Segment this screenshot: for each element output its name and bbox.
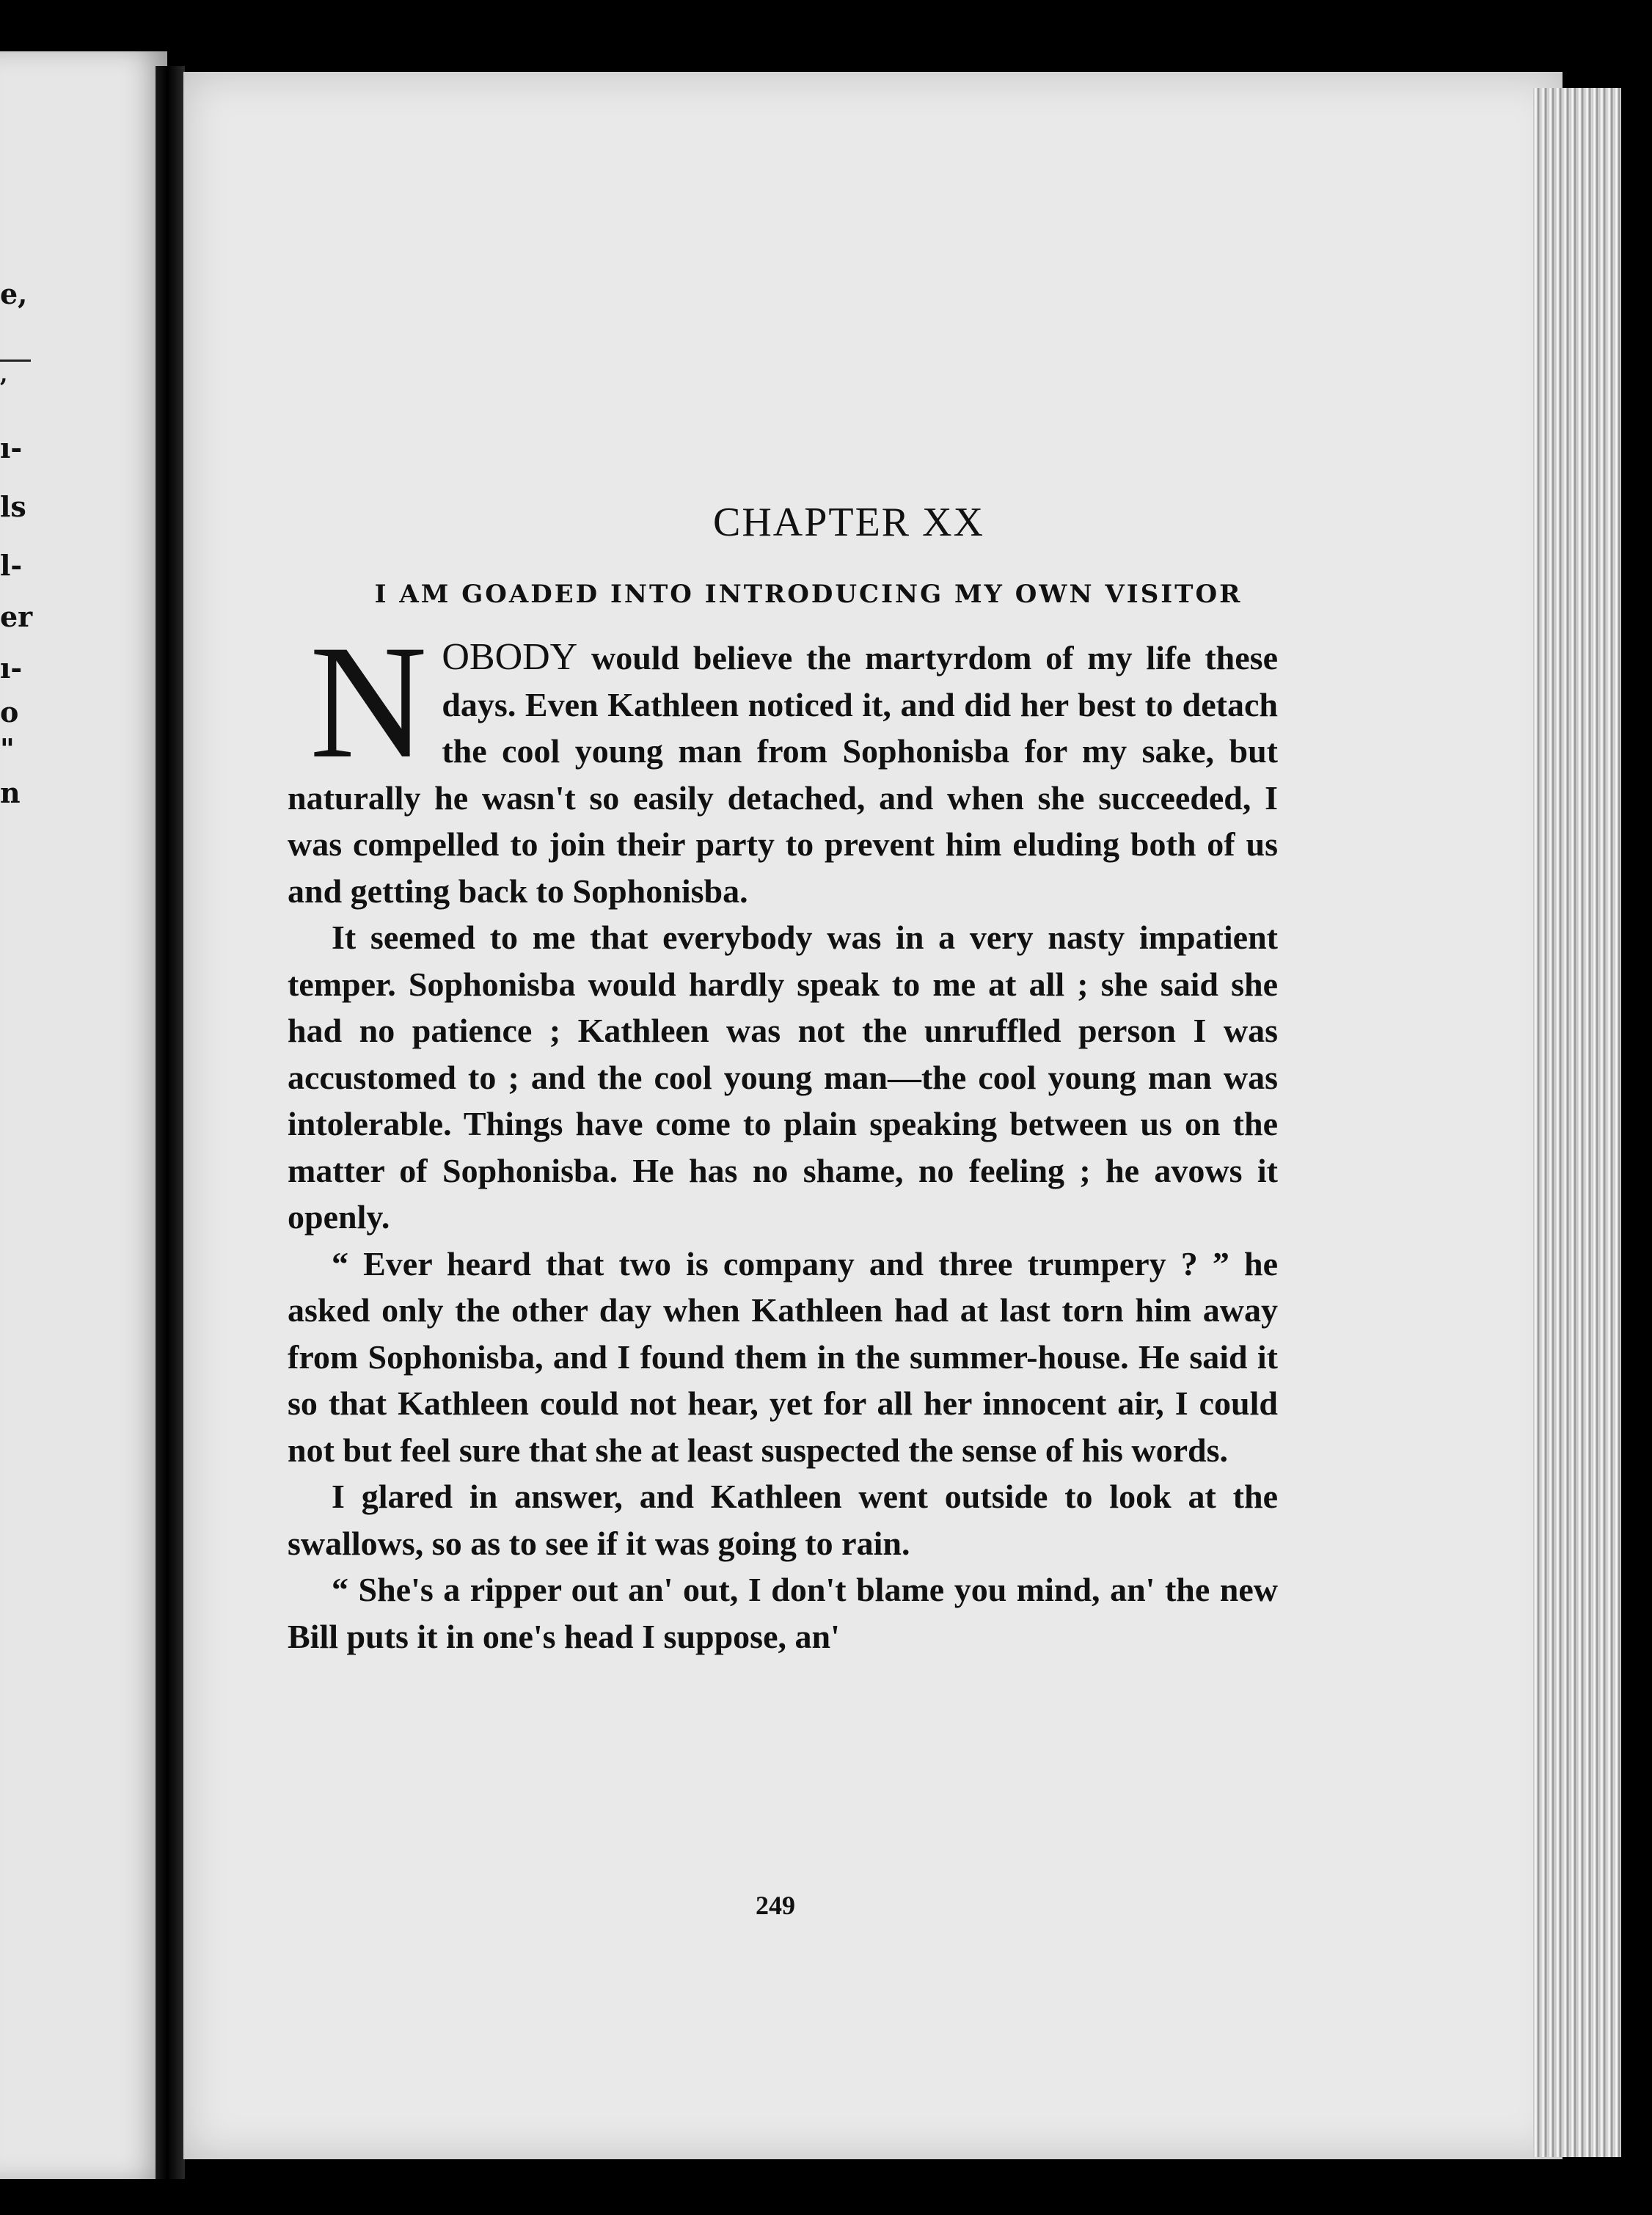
fragment: er <box>0 600 33 633</box>
chapter-subtitle: I AM GOADED INTO INTRODUCING MY OWN VISITOR <box>374 580 1243 609</box>
fragment: ı- <box>0 431 23 464</box>
fragment: " <box>0 732 15 765</box>
previous-page-rule <box>0 360 31 362</box>
paragraph: “ Ever heard that two is company and three trumpery ? ” he asked only the other day when Kathleen had at last torn him away from Sophonisba, and I found them in the summer-house. He said it so that Kathleen could not hear, yet for all her innocent air, I could not but feel sure that she at least suspected the sense of his words. <box>288 1244 1278 1469</box>
page-number: 249 <box>756 1891 795 1920</box>
fragment: ı- <box>0 652 23 685</box>
drop-cap: N <box>310 612 428 792</box>
paragraph: “ She's a ripper out an' out, I don't blame you mind, an' the new Bill puts it in one's head I suppose, an' <box>288 1571 1278 1655</box>
paragraph <box>288 612 1278 914</box>
fragment: n <box>0 776 21 809</box>
paragraph-text: would believe the martyrdom of my life these days. Even Kathleen noticed it, and did her best to detach the cool young man from Sophonisba for my sake, but naturally he wasn't so easily detached, and when she succeeded, I was compelled to join their party to prevent him eluding both of us and getting back to Sophonisba. <box>288 639 1278 910</box>
fragment: , <box>0 362 8 387</box>
fragment: l- <box>0 549 23 582</box>
chapter-title: CHAPTER XX <box>712 500 985 545</box>
first-word: OBODY <box>442 636 578 678</box>
fragment: ls <box>0 490 26 523</box>
book-gutter <box>156 66 185 2179</box>
paragraph: It seemed to me that everybody was in a very nasty impatient temper. Sophonisba would hardly speak to me at all ; she said she had no patience ; Kathleen was not the unruffled person I was accustomed to ; and the cool young man—the cool young man was intolerable. Things have come to plain speaking between us on the matter of Sophonisba. He has no shame, no feeling ; he avows it openly. <box>288 919 1278 1236</box>
fragment: e, <box>0 277 28 310</box>
previous-page <box>0 51 167 2179</box>
paragraph: I glared in answer, and Kathleen went outside to look at the swallows, so as to see if it was going to rain. <box>288 1478 1278 1562</box>
fragment: o <box>0 696 19 729</box>
page-edges <box>1533 88 1621 2157</box>
page-content <box>288 477 1278 1660</box>
